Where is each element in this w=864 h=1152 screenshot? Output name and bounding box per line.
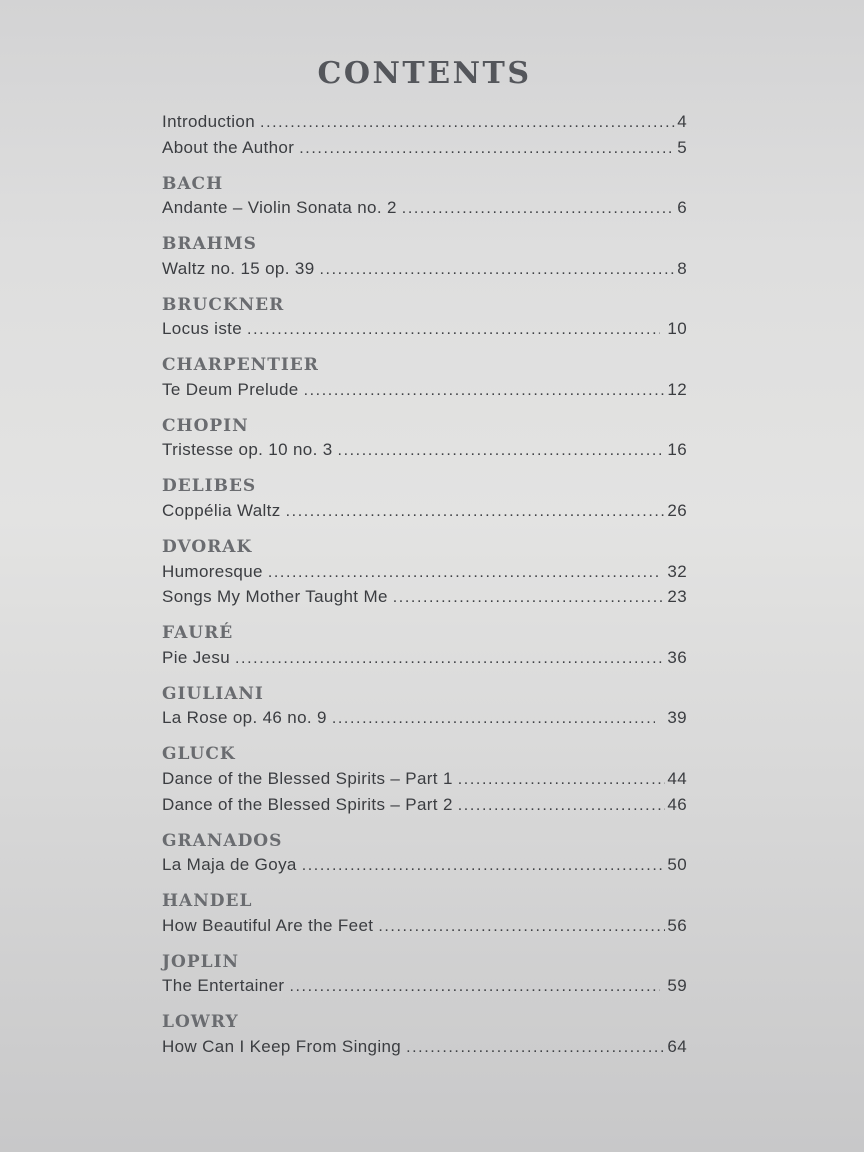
toc-entry xyxy=(162,560,687,586)
toc-entry-page: 12 xyxy=(667,379,687,399)
dot-leader xyxy=(302,853,666,879)
composer-group xyxy=(162,742,687,818)
toc-entry-title: Songs My Mother Taught Me xyxy=(162,587,388,607)
composer-name: GRANADOS xyxy=(162,830,283,851)
toc-entry xyxy=(162,196,687,222)
toc-entry-title: Pie Jesu xyxy=(162,647,231,667)
toc-entry-page: 50 xyxy=(667,855,687,875)
toc-entry-page: 32 xyxy=(662,561,687,581)
composer-name: FAURÉ xyxy=(162,623,234,644)
toc-entry-page: 16 xyxy=(667,440,687,460)
toc-entry xyxy=(162,585,687,611)
toc-entry xyxy=(162,257,687,283)
composer-group xyxy=(162,682,687,732)
toc-entry xyxy=(162,110,687,136)
toc-entry xyxy=(162,378,687,404)
toc-entry xyxy=(162,646,687,672)
dot-leader xyxy=(247,317,660,343)
toc-entry-page: 39 xyxy=(657,708,687,728)
composer-group xyxy=(162,1010,687,1060)
composer-group xyxy=(162,621,687,671)
dot-leader xyxy=(320,257,676,283)
composer-name: CHOPIN xyxy=(162,415,249,436)
composer-name: BACH xyxy=(162,173,224,194)
composer-group xyxy=(162,353,687,403)
front-matter-list xyxy=(162,110,687,161)
toc-entry-title: The Entertainer xyxy=(162,976,285,996)
toc-entry-page: 36 xyxy=(667,647,687,667)
toc-entry-title: La Rose op. 46 no. 9 xyxy=(162,708,327,728)
dot-leader xyxy=(286,499,666,525)
dot-leader xyxy=(378,914,665,940)
dot-leader xyxy=(332,706,655,732)
dot-leader xyxy=(289,974,660,1000)
toc-entry-title: Te Deum Prelude xyxy=(162,379,299,399)
toc-entry-title: Waltz no. 15 op. 39 xyxy=(162,258,315,278)
composer-name: DVORAK xyxy=(162,537,253,558)
toc-entry-title: Dance of the Blessed Spirits – Part 1 xyxy=(162,768,453,788)
composer-group xyxy=(162,950,687,1000)
toc-entry-title: Tristesse op. 10 no. 3 xyxy=(162,440,333,460)
toc-entry-title: Introduction xyxy=(162,112,256,131)
toc-entry-title: Humoresque xyxy=(162,561,263,581)
toc-entry xyxy=(162,914,687,940)
dot-leader xyxy=(393,585,666,611)
toc-entry-page: 5 xyxy=(677,137,687,157)
composer-name: BRAHMS xyxy=(162,234,257,255)
toc-entry-title: Coppélia Waltz xyxy=(162,501,281,521)
toc-entry-page: 44 xyxy=(667,768,687,788)
toc-entry xyxy=(162,793,687,819)
toc-entry xyxy=(162,499,687,525)
composer-group xyxy=(162,535,687,611)
toc-entry xyxy=(162,438,687,464)
dot-leader xyxy=(260,110,675,136)
toc-entry-page: 8 xyxy=(677,258,687,278)
toc-entry xyxy=(162,706,687,732)
dot-leader xyxy=(338,438,666,464)
composer-group xyxy=(162,829,687,879)
toc-entry-title: Dance of the Blessed Spirits – Part 2 xyxy=(162,794,453,814)
composer-name: HANDEL xyxy=(162,891,253,912)
dot-leader xyxy=(235,646,665,672)
composer-group xyxy=(162,414,687,464)
composer-group xyxy=(162,474,687,524)
composer-groups xyxy=(162,172,687,1061)
page-title: CONTENTS xyxy=(317,56,532,91)
composer-name: GIULIANI xyxy=(162,683,264,704)
toc-entry xyxy=(162,853,687,879)
toc-entry-page: 4 xyxy=(677,112,687,131)
toc-entry xyxy=(162,136,687,162)
toc-entry-page: 46 xyxy=(667,794,687,814)
toc-entry-page: 6 xyxy=(677,198,687,218)
toc-entry xyxy=(162,317,687,343)
toc-entry xyxy=(162,974,687,1000)
toc-entry-title: La Maja de Goya xyxy=(162,855,297,875)
toc-entry-page: 23 xyxy=(667,587,687,607)
dot-leader xyxy=(458,793,666,819)
composer-name: DELIBES xyxy=(162,476,257,497)
composer-group xyxy=(162,232,687,282)
dot-leader xyxy=(402,196,675,222)
toc-entry-title: Andante – Violin Sonata no. 2 xyxy=(162,198,397,218)
toc-entry-page: 64 xyxy=(667,1036,687,1056)
composer-name: GLUCK xyxy=(162,744,236,765)
toc-entry-page: 10 xyxy=(662,319,687,339)
composer-name: CHARPENTIER xyxy=(162,355,319,376)
composer-name: LOWRY xyxy=(162,1012,239,1033)
toc-entry-title: Locus iste xyxy=(162,319,243,339)
toc-entry-page: 59 xyxy=(662,976,687,996)
composer-name: BRUCKNER xyxy=(162,294,285,315)
toc-entry-page: 56 xyxy=(667,915,687,935)
composer-group xyxy=(162,172,687,222)
composer-name: JOPLIN xyxy=(162,951,240,972)
toc-entry-page: 26 xyxy=(667,501,687,521)
composer-group xyxy=(162,293,687,343)
toc-entry-title: About the Author xyxy=(162,137,295,157)
toc-entry xyxy=(162,767,687,793)
dot-leader xyxy=(268,560,660,586)
composer-group xyxy=(162,889,687,939)
toc-entry-title: How Can I Keep From Singing xyxy=(162,1036,402,1056)
toc-entry-title: How Beautiful Are the Feet xyxy=(162,915,374,935)
dot-leader xyxy=(299,136,675,162)
toc-entry xyxy=(162,1035,687,1061)
dot-leader xyxy=(458,767,666,793)
dot-leader xyxy=(304,378,666,404)
dot-leader xyxy=(406,1035,665,1061)
